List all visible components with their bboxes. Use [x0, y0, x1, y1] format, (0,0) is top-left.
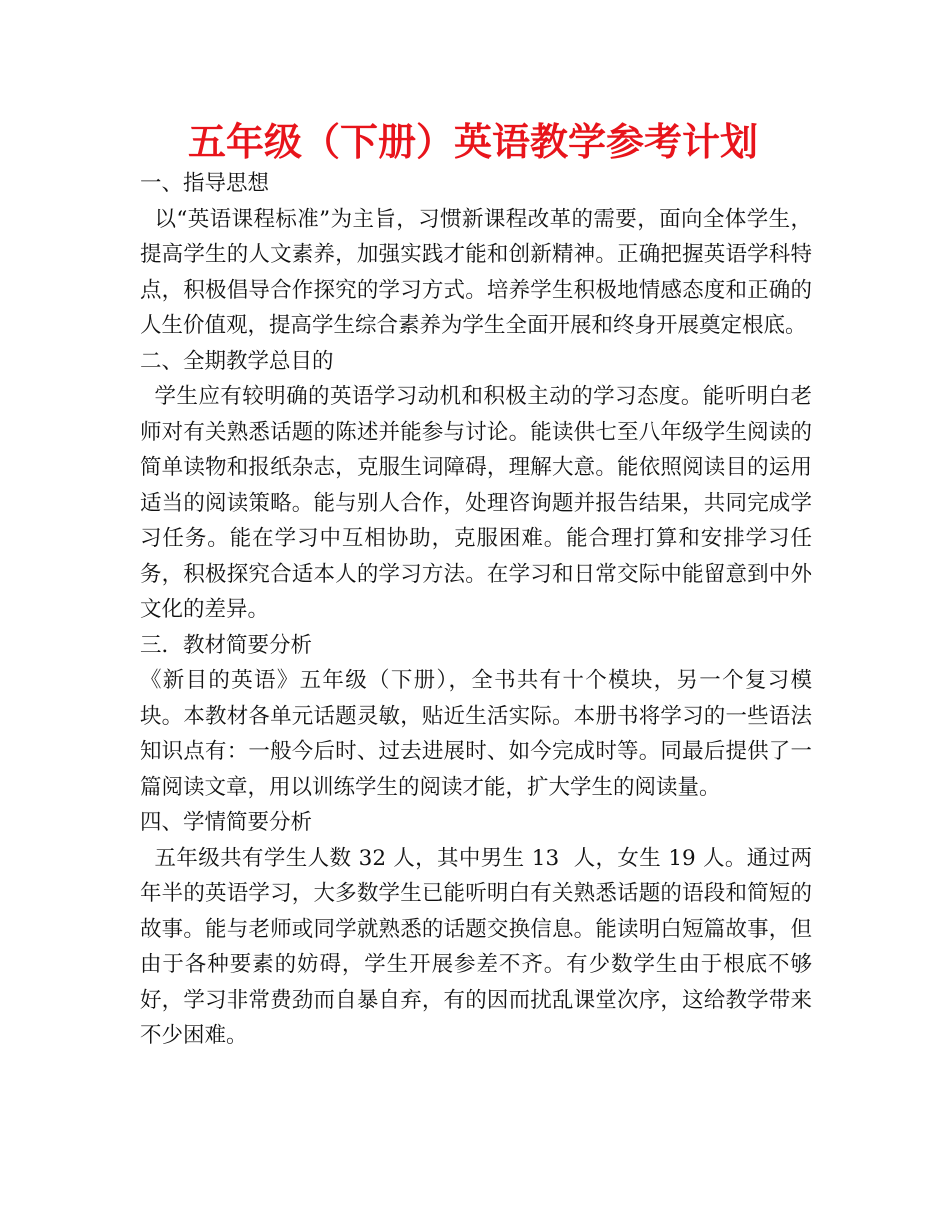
section-body-guiding-ideology: 以“英语课程标准”为主旨，习惯新课程改革的需要，面向全体学生，提高学生的人文素养，加强实践才能和创新精神。正确把握英语学科特点，积极倡导合作探究的学习方式。培养学生积极地情感态度和正确的人生价值观，提高学生综合素养为学生全面开展和终身开展奠定根底。 [140, 206, 812, 338]
section-heading-guiding-ideology: 一、指导思想 [140, 171, 270, 196]
section-heading-student-analysis: 四、学情简要分析 [140, 810, 313, 835]
document-title: 五年级（下册）英语教学参考计划 [187, 120, 758, 164]
section-heading-textbook-analysis: 三．教材简要分析 [140, 632, 313, 658]
section-body-teaching-goals: 学生应有较明确的英语学习动机和积极主动的学习态度。能听明白老师对有关熟悉话题的陈述并能参与讨论。能读供七至八年级学生阅读的简单读物和报纸杂志，克服生词障碍，理解大意。能依照阅读目的运用适当的阅读策略。能与别人合作，处理咨询题并报告结果，共同完成学习任务。能在学习中互相协助，克服困难。能合理打算和安排学习任务，积极探究合适本人的学习方法。在学习和日常交际中能留意到中外文化的差异。 [140, 384, 812, 622]
section-body-textbook-analysis: 《新目的英语》五年级（下册），全书共有十个模块，另一个复习模块。本教材各单元话题灵敏，贴近生活实际。本册书将学习的一些语法知识点有：一般今后时、过去进展时、如今完成时等。同最后提供了一篇阅读文章，用以训练学生的阅读才能，扩大学生的阅读量。 [140, 668, 812, 800]
section-body-student-analysis: 五年级共有学生人数 32 人，其中男生 13 人，女生 19 人。通过两年半的英语学习，大多数学生已能听明白有关熟悉话题的语段和简短的故事。能与老师或同学就熟悉的话题交换信息。能读明白短篇故事，但由于各种要素的妨碍，学生开展参差不齐。有少数学生由于根底不够好，学习非常费劲而自暴自弃，有的因而扰乱课堂次序，这给教学带来不少困难。 [140, 845, 812, 1048]
section-heading-teaching-goals: 二、全期教学总目的 [140, 348, 334, 374]
document-content [140, 118, 812, 1054]
